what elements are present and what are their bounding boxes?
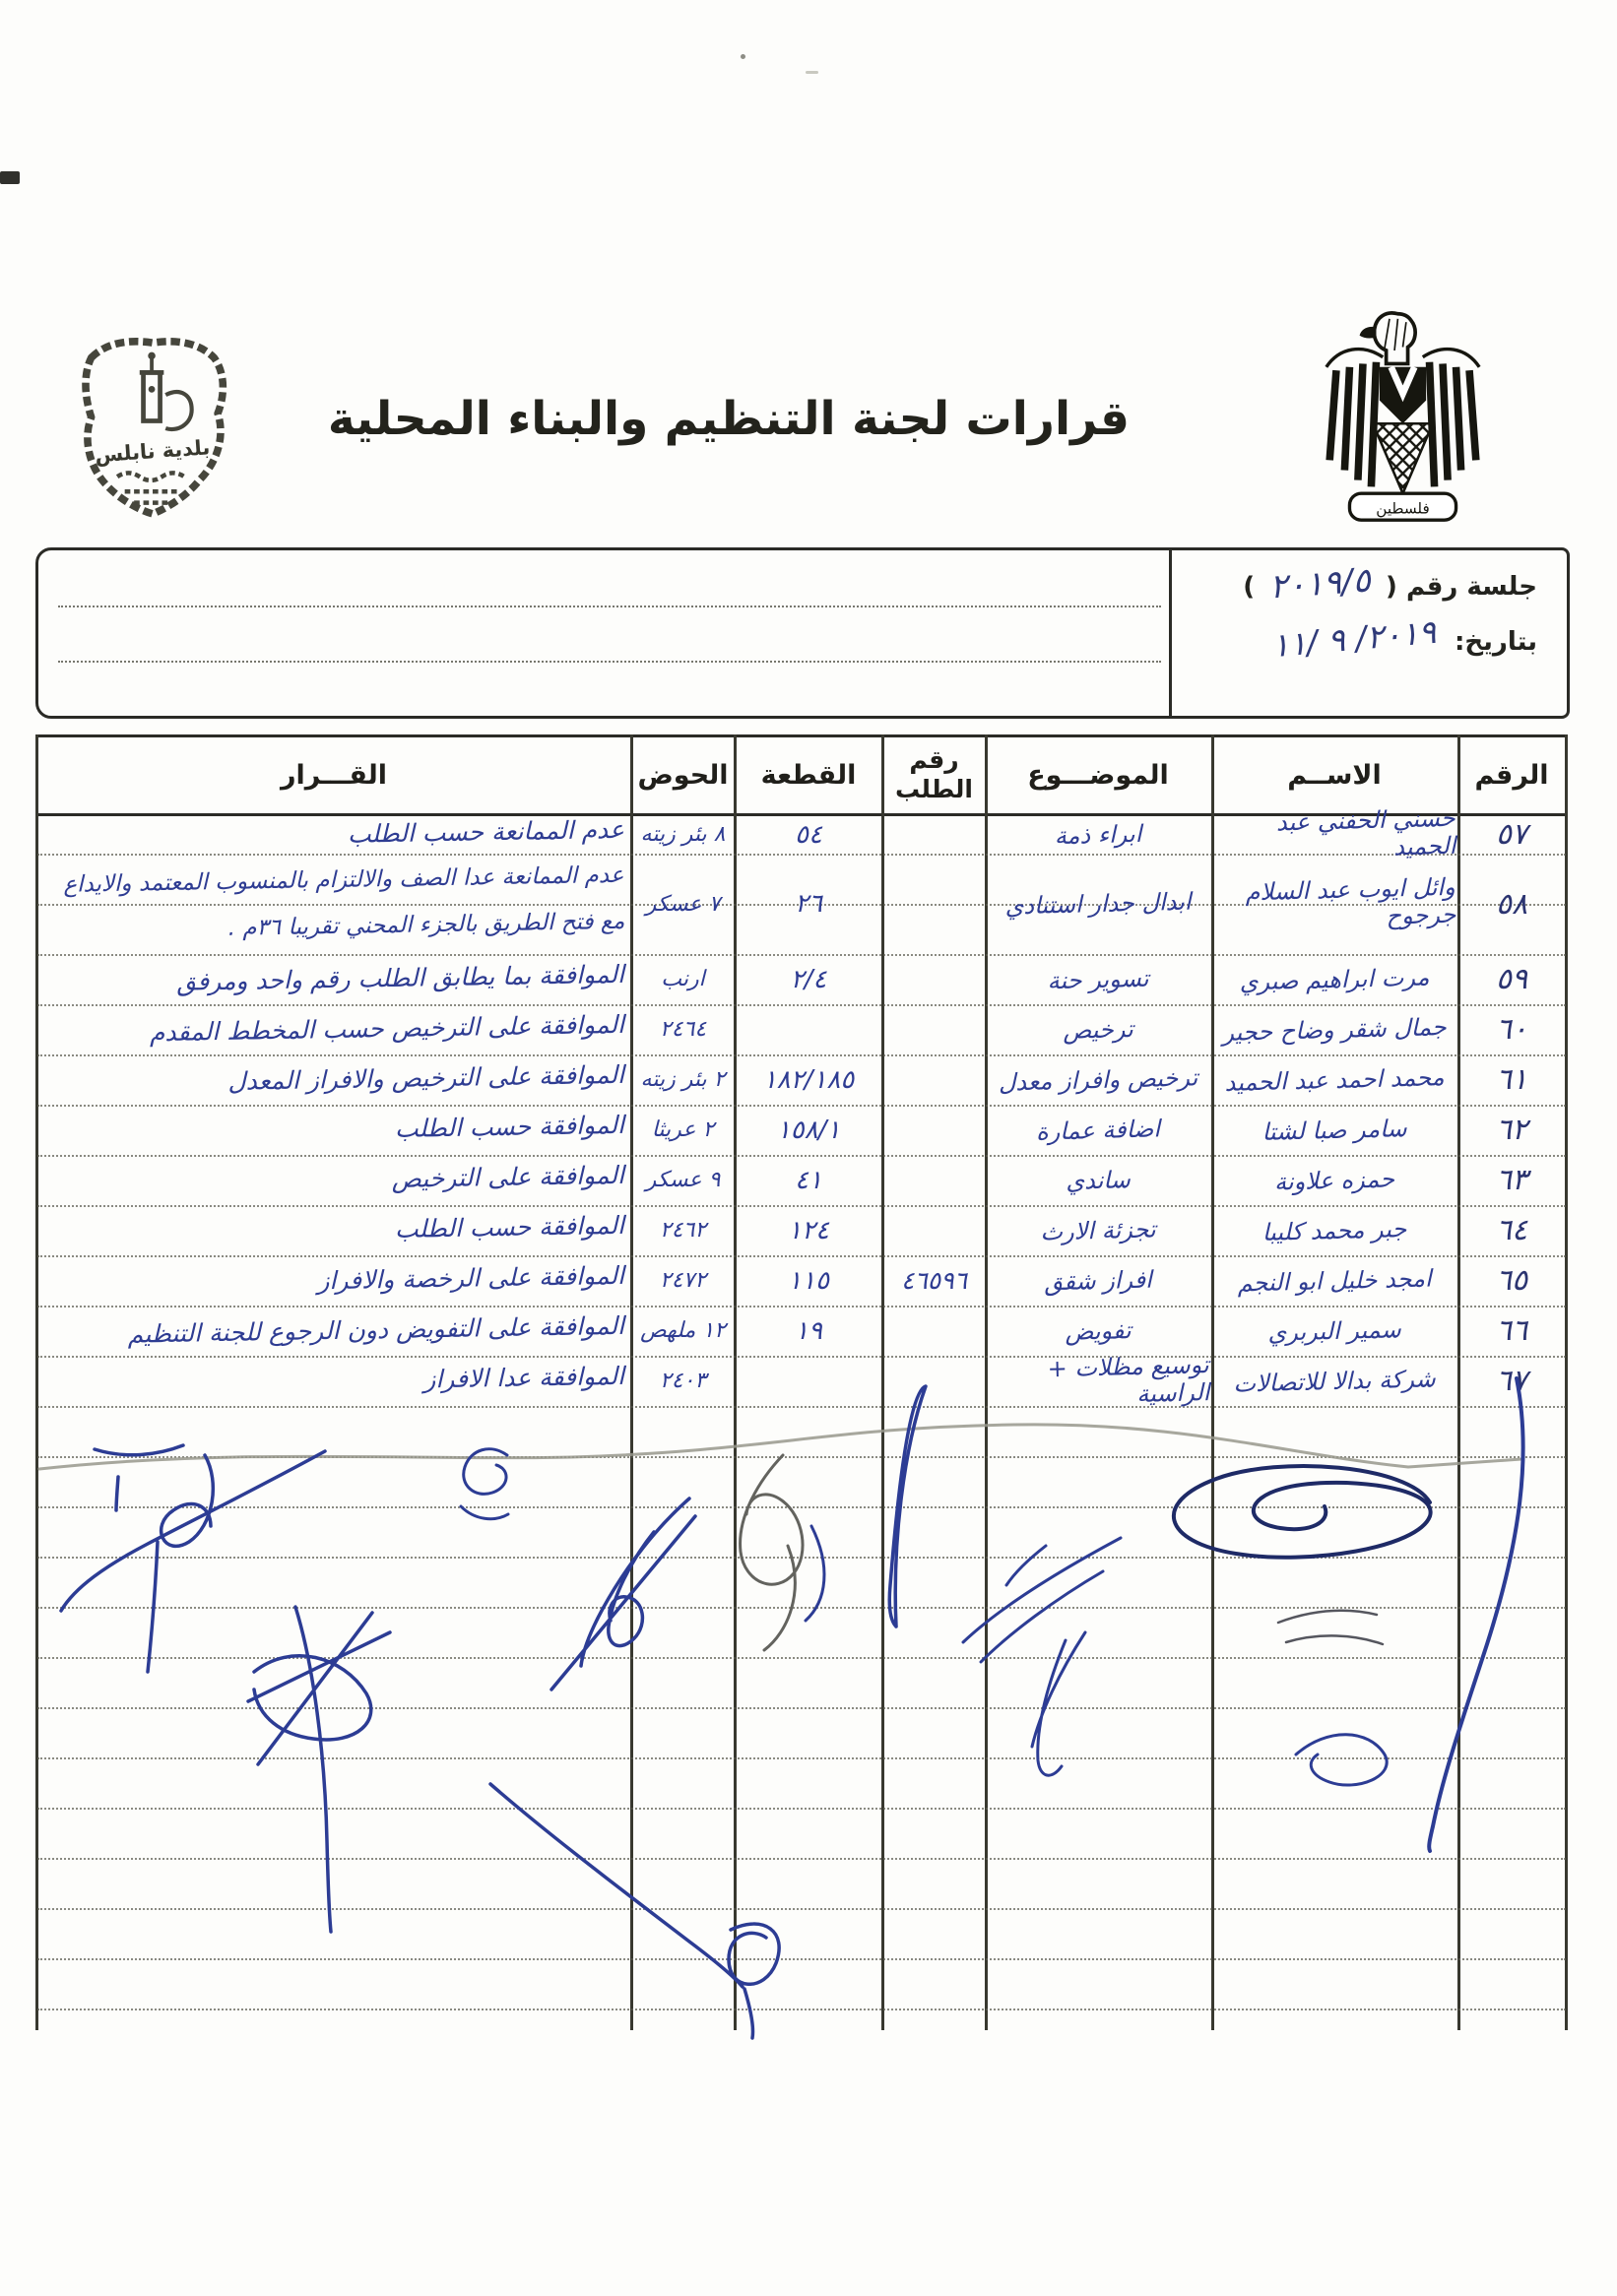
- decision-cell: عدم الممانعة حسب الطلب: [347, 814, 625, 849]
- basin-cell: ٢٤٦٤: [659, 1017, 707, 1042]
- col-header-plot: القطعة: [760, 759, 857, 791]
- signature-scribble: [889, 1386, 926, 1626]
- name-cell: امجد خليل ابو النجم: [1237, 1263, 1432, 1298]
- signature-scribble: [461, 1449, 508, 1519]
- blank-writing-line: [58, 661, 1161, 663]
- plot-cell: ١١٥: [788, 1265, 829, 1296]
- plot-cell: ١٥٨/١: [776, 1115, 841, 1145]
- row-number: ٦٠: [1495, 1012, 1528, 1047]
- scan-speck: [806, 71, 818, 74]
- municipality-seal-icon: [69, 331, 236, 528]
- col-header-name: الاســم: [1287, 759, 1382, 791]
- session-number-close-paren: ): [1243, 572, 1256, 602]
- row-number: ٦٤: [1495, 1213, 1528, 1247]
- subject-cell: ترخيص وافراز معدل: [998, 1062, 1198, 1097]
- table-row: [0, 1205, 1617, 1255]
- decision-cell: الموافقة على الرخصة والافراز: [317, 1260, 625, 1295]
- col-header-num: الرقم: [1474, 759, 1549, 791]
- subject-cell: ترخيص: [1062, 1014, 1134, 1045]
- table-header-row: [0, 734, 1617, 815]
- session-number-handwritten: ٢٠١٩/٥: [1267, 560, 1373, 607]
- subject-cell: توسيع مظلات + الراسية: [1047, 1350, 1210, 1408]
- session-details: [1181, 550, 1555, 716]
- subject-cell: ابراء ذمة: [1054, 819, 1142, 850]
- name-cell: سامر صبا لشتا: [1261, 1114, 1407, 1146]
- basin-cell: ٩ عسكر: [645, 1168, 721, 1192]
- document-title: قرارات لجنة التنظيم والبناء المحلية: [327, 392, 1131, 446]
- decision-cell: عدم الممانعة عدا الصف والالتزام بالمنسوب المعتمد والايداع مع فتح الطريق بالجزء المحني تقريبا ٣٦م .: [63, 861, 625, 941]
- scan-speck: [741, 54, 745, 59]
- row-number: ٥٨: [1495, 886, 1528, 922]
- plot-cell: ٥٤: [795, 819, 822, 850]
- blank-writing-line: [58, 606, 1161, 607]
- name-cell: مرت ابراهيم صبري: [1239, 962, 1430, 996]
- session-date-label: بتاريخ:: [1454, 627, 1537, 657]
- plot-cell: ٢/٤: [790, 964, 827, 994]
- session-number-label: جلسة رقم (: [1386, 572, 1537, 602]
- table-row: [0, 1155, 1617, 1205]
- row-number: ٦٦: [1495, 1313, 1528, 1348]
- row-number: ٥٧: [1495, 817, 1528, 852]
- table-row: [0, 954, 1617, 1004]
- decision-cell: الموافقة على التفويض دون الرجوع للجنة التنظيم: [127, 1310, 625, 1349]
- subject-cell: تجزئة الارث: [1040, 1214, 1156, 1246]
- row-number: ٦٥: [1495, 1263, 1528, 1298]
- basin-cell: ٢ عريثا: [651, 1117, 715, 1142]
- table-row: [0, 803, 1617, 861]
- signature-scribble: [741, 1455, 803, 1650]
- table-row: [0, 1054, 1617, 1105]
- session-date-handwritten: ٢٠١٩/ ٩ /١١: [1269, 611, 1438, 666]
- decision-cell: الموافقة على الترخيص: [391, 1160, 625, 1193]
- palestine-eagle-icon: [1302, 307, 1504, 532]
- session-number-line: [1189, 560, 1537, 607]
- row-number: ٥٩: [1495, 962, 1528, 996]
- basin-cell: ١٢ ملهص: [640, 1318, 726, 1343]
- col-header-request: [883, 734, 985, 815]
- basin-cell: ٢ بئر زيته: [640, 1067, 726, 1092]
- table-row: [0, 1306, 1617, 1356]
- subject-cell: اضافة عمارة: [1035, 1114, 1161, 1146]
- signature-scribble: [963, 1538, 1121, 1662]
- decision-cell: الموافقة على الترخيص والافراز المعدل: [227, 1059, 625, 1096]
- session-info-box: [35, 547, 1570, 719]
- basin-cell: ٧ عسكر: [645, 891, 721, 917]
- table-row: [0, 1255, 1617, 1306]
- plot-cell: [736, 1004, 881, 1054]
- table-row: [0, 1105, 1617, 1155]
- name-cell: حسني الحفني عبد الحميد: [1275, 803, 1456, 861]
- request-number-cell: ٤٦٥٩٦: [900, 1266, 968, 1295]
- subject-cell: تسوير حنة: [1047, 964, 1149, 994]
- signature-scribble: [1296, 1735, 1387, 1785]
- signature-scribble: [490, 1784, 779, 2038]
- name-cell: حمزه علاونة: [1273, 1164, 1395, 1196]
- signature-scribble: [1429, 1378, 1522, 1851]
- session-box-divider: [1169, 550, 1172, 716]
- decision-cell: الموافقة عدا الافراز: [422, 1361, 625, 1393]
- table-row: [0, 854, 1617, 954]
- signature-scribble: [1032, 1632, 1085, 1775]
- basin-cell: ٨ بئر زيته: [640, 822, 726, 847]
- signature-scribble: [248, 1607, 390, 1932]
- plot-cell: ٤١: [795, 1165, 822, 1195]
- signature-scribble: [61, 1445, 325, 1672]
- decision-cell: الموافقة حسب الطلب: [394, 1210, 625, 1244]
- row-number: ٦١: [1495, 1062, 1528, 1097]
- basin-cell: ٢٤٦٢: [659, 1218, 707, 1243]
- subject-cell: ابدال جدار استنادي: [1004, 887, 1192, 921]
- plot-cell: ٢٦: [795, 889, 822, 919]
- plot-cell: ١٨٢/١٨٥: [762, 1064, 855, 1095]
- decision-cell: الموافقة بما يطابق الطلب رقم واحد ومرفق: [176, 959, 625, 996]
- scan-smudge: [0, 171, 20, 184]
- signature-scribble: [1174, 1466, 1431, 1558]
- signature-scribble: [806, 1526, 824, 1621]
- seal-text: بلدية نابلس: [94, 435, 212, 468]
- col-header-basin: الحوض: [637, 759, 729, 791]
- col-header-request-line2: الطلب: [895, 775, 973, 803]
- name-cell: سمير البربري: [1267, 1314, 1401, 1347]
- scan-crease-line: [39, 1425, 1521, 1469]
- subject-cell: تفويض: [1064, 1315, 1132, 1346]
- subject-cell: افراز شقق: [1043, 1265, 1153, 1296]
- row-number: ٦٣: [1495, 1163, 1528, 1197]
- col-header-subject: الموضـــوع: [1027, 759, 1169, 791]
- signatures-overlay: [0, 1359, 1617, 2068]
- name-cell: جمال شقر وضاح حجير: [1221, 1012, 1448, 1047]
- row-number: ٦٢: [1495, 1113, 1528, 1147]
- table-row: [0, 1004, 1617, 1054]
- basin-cell: ٢٤٧٢: [659, 1268, 707, 1293]
- name-cell: وائل ايوب عبد السلام جرجوح: [1245, 872, 1456, 930]
- basin-cell: ارنب: [661, 967, 705, 991]
- plot-cell: ١٢٤: [788, 1215, 829, 1245]
- col-header-decision: القـــرار: [280, 759, 388, 791]
- basin-cell: ٢٤٠٣: [659, 1369, 707, 1393]
- name-cell: شركة بدالا للاتصالات: [1233, 1364, 1436, 1398]
- eagle-banner-text: فلسطين: [1376, 499, 1430, 518]
- decision-cell: الموافقة على الترخيص حسب المخطط المقدم: [149, 1009, 625, 1047]
- signature-scribble: [1278, 1611, 1383, 1644]
- row-number: ٦٧: [1495, 1364, 1528, 1398]
- name-cell: جبر محمد كليبا: [1261, 1214, 1407, 1246]
- col-header-request-line1: رقم: [909, 745, 959, 774]
- signature-scribble: [551, 1499, 695, 1690]
- session-date-line: [1189, 611, 1537, 666]
- plot-cell: ١٩: [795, 1315, 822, 1346]
- subject-cell: ساندي: [1065, 1165, 1132, 1195]
- decision-cell: الموافقة حسب الطلب: [394, 1110, 625, 1143]
- name-cell: محمد احمد عبد الحميد: [1224, 1062, 1445, 1097]
